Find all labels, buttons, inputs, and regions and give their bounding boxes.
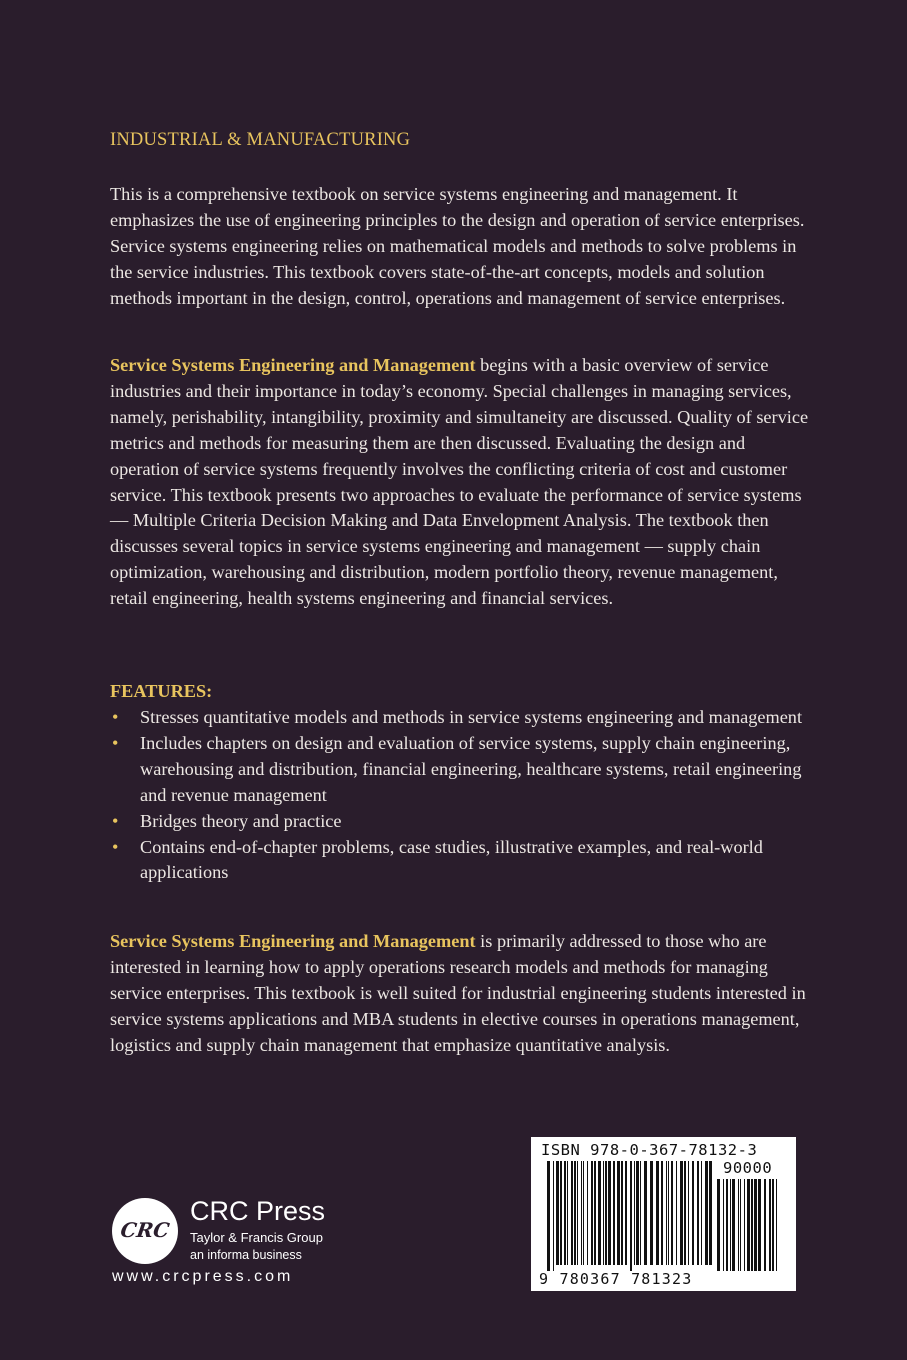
publisher-tagline: an informa business bbox=[190, 1248, 302, 1262]
feature-item bbox=[110, 835, 810, 887]
isbn-number: ISBN 978-0-367-78132-3 bbox=[541, 1141, 758, 1159]
intro-paragraph: This is a comprehensive textbook on service systems engineering and management. It emphasizes the use of engineering principles to the design and operation of service enterprises. Service systems engineering relies on mathematical models and methods to solve problems in the service industries. This textbook covers state-of-the-art concepts, models and solution methods important in the design, control, operations and management of service enterprises. bbox=[110, 184, 805, 308]
overview-text: begins with a basic overview of service industries and their importance in today’s economy. Special challenges in managing services, namely, perishability, intangibility, proximity and simultaneity are discussed. Quality of service metrics and methods for measuring them are then discussed. Evaluating the design and operation of service systems frequently involves the conflicting criteria of cost and customer service. This textbook presents two approaches to evaluate the performance of service systems — Multiple Criteria Decision Making and Data Envelopment Analysis. The textbook then discusses several topics in service systems engineering and management — supply chain optimization, warehousing and distribution, modern portfolio theory, revenue management, retail engineering, health systems engineering and financial services. bbox=[110, 355, 809, 609]
bullet-icon: • bbox=[112, 810, 119, 831]
feature-item bbox=[110, 809, 810, 835]
bullet-icon: • bbox=[112, 707, 119, 727]
publisher-name: CRC Press bbox=[190, 1196, 326, 1226]
publisher-url: www.crcpress.com bbox=[112, 1268, 294, 1285]
category-label: INDUSTRIAL & MANUFACTURING bbox=[110, 130, 411, 150]
ean-digits: 9 780367 781323 bbox=[539, 1270, 693, 1288]
overview-paragraph bbox=[110, 353, 810, 612]
feature-item bbox=[110, 705, 810, 731]
crc-logo-text: CRC bbox=[119, 1218, 171, 1242]
feature-text: Contains end-of-chapter problems, case studies, illustrative examples, and real-world applications bbox=[140, 836, 763, 883]
price-code: 90000 bbox=[723, 1159, 773, 1177]
audience-text: is primarily addressed to those who are interested in learning how to apply operations research models and methods for managing service enterprises. This textbook is well suited for industrial engineering students interested in service systems applications and MBA students in elective courses in operations management, logistics and supply chain management that emphasize quantitative analysis. bbox=[110, 931, 806, 1055]
audience-paragraph bbox=[110, 929, 810, 1059]
feature-text: Includes chapters on design and evaluation of service systems, supply chain engineering, warehousing and distribution, financial engineering, healthcare systems, retail engineering and revenue management bbox=[140, 732, 802, 805]
crc-logo-icon bbox=[112, 1198, 178, 1264]
bullet-icon: • bbox=[112, 836, 119, 857]
feature-item bbox=[110, 731, 810, 809]
barcode-bars-main bbox=[547, 1161, 715, 1271]
barcode-bars-addon bbox=[717, 1179, 779, 1271]
features-heading: FEATURES: bbox=[110, 681, 213, 701]
publisher-logo bbox=[108, 1190, 348, 1290]
bullet-icon: • bbox=[112, 732, 119, 753]
book-title-emphasis: Service Systems Engineering and Management bbox=[110, 931, 476, 951]
feature-text: Bridges theory and practice bbox=[140, 810, 342, 831]
book-title-emphasis: Service Systems Engineering and Management bbox=[110, 355, 476, 375]
isbn-barcode bbox=[531, 1137, 796, 1291]
features-list bbox=[110, 705, 810, 886]
publisher-group: Taylor & Francis Group bbox=[190, 1230, 323, 1245]
feature-text: Stresses quantitative models and methods in service systems engineering and management bbox=[140, 707, 803, 727]
